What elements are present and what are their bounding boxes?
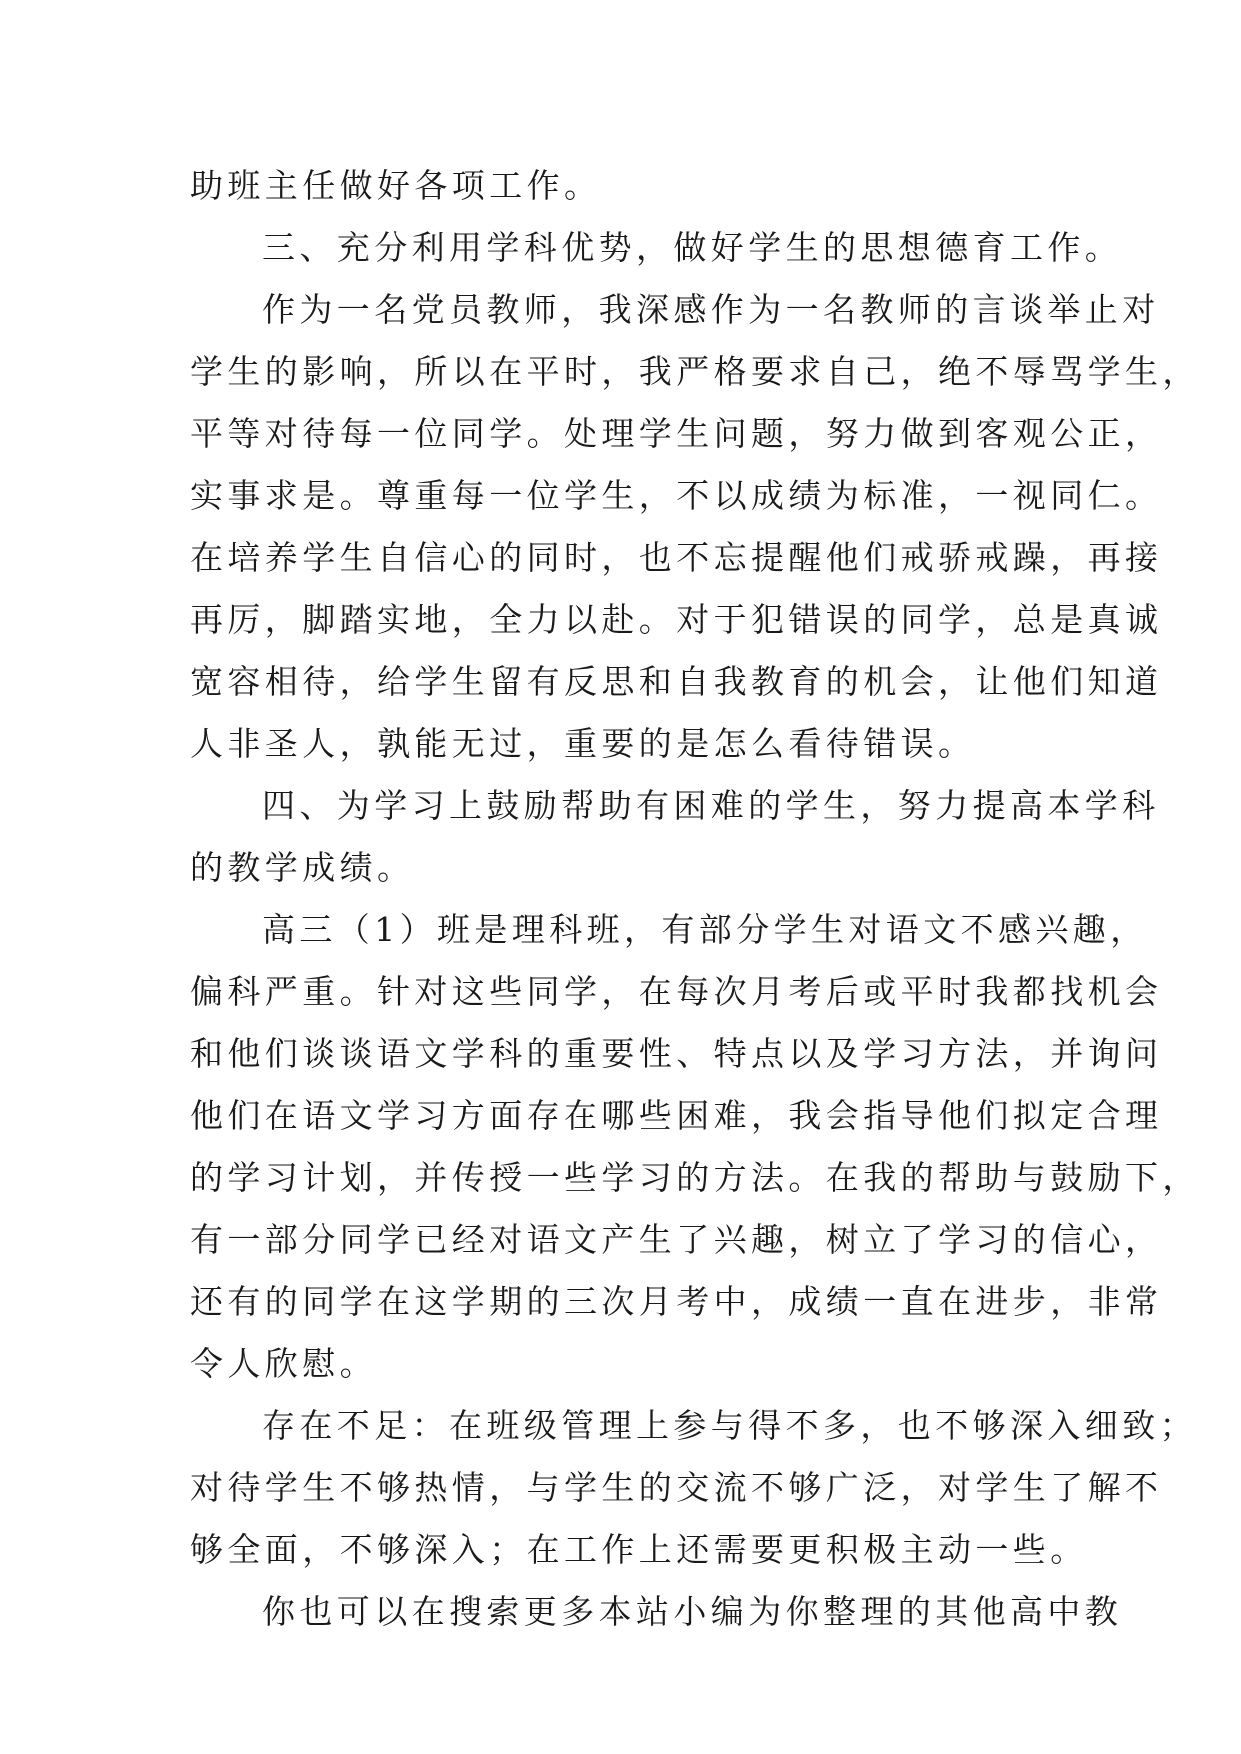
text-line: 宽容相待，给学生留有反思和自我教育的机会，让他们知道 (190, 662, 1163, 701)
text-line: 在培养学生自信心的同时，也不忘提醒他们戒骄戒躁，再接 (190, 538, 1163, 577)
text-line: 还有的同学在这学期的三次月考中，成绩一直在进步，非常 (190, 1282, 1163, 1321)
text-line: 的学习计划，并传授一些学习的方法。在我的帮助与鼓励下， (190, 1158, 1200, 1197)
text-line: 实事求是。尊重每一位学生，不以成绩为标准，一视同仁。 (190, 476, 1163, 515)
text-line: 他们在语文学习方面存在哪些困难，我会指导他们拟定合理 (190, 1096, 1163, 1135)
text-line: 高三（1）班是理科班，有部分学生对语文不感兴趣， (262, 910, 1148, 949)
text-line: 对待学生不够热情，与学生的交流不够广泛，对学生了解不 (190, 1468, 1163, 1507)
section-heading-4: 四、为学习上鼓励帮助有困难的学生，努力提高本学科 (262, 786, 1160, 825)
text-line: 令人欣慰。 (190, 1344, 377, 1383)
text-line: 再厉，脚踏实地，全力以赴。对于犯错误的同学，总是真诚 (190, 600, 1163, 639)
text-line: 学生的影响，所以在平时，我严格要求自己，绝不辱骂学生， (190, 352, 1200, 391)
document-body (190, 155, 1200, 1643)
text-line: 和他们谈谈语文学科的重要性、特点以及学习方法，并询问 (190, 1034, 1163, 1073)
section-heading-3: 三、充分利用学科优势，做好学生的思想德育工作。 (262, 228, 1123, 267)
text-line: 够全面，不够深入；在工作上还需要更积极主动一些。 (190, 1530, 1088, 1569)
text-line: 助班主任做好各项工作。 (190, 166, 602, 205)
text-line: 存在不足：在班级管理上参与得不多，也不够深入细致； (262, 1406, 1197, 1445)
text-line: 平等对待每一位同学。处理学生问题，努力做到客观公正， (190, 414, 1163, 453)
text-line: 偏科严重。针对这些同学，在每次月考后或平时我都找机会 (190, 972, 1163, 1011)
text-line: 你也可以在搜索更多本站小编为你整理的其他高中教 (262, 1592, 1123, 1631)
text-line: 作为一名党员教师，我深感作为一名教师的言谈举止对 (262, 290, 1160, 329)
text-line: 人非圣人，孰能无过，重要的是怎么看待错误。 (190, 724, 976, 763)
text-line: 有一部分同学已经对语文产生了兴趣，树立了学习的信心， (190, 1220, 1163, 1259)
text-line: 的教学成绩。 (190, 848, 415, 887)
